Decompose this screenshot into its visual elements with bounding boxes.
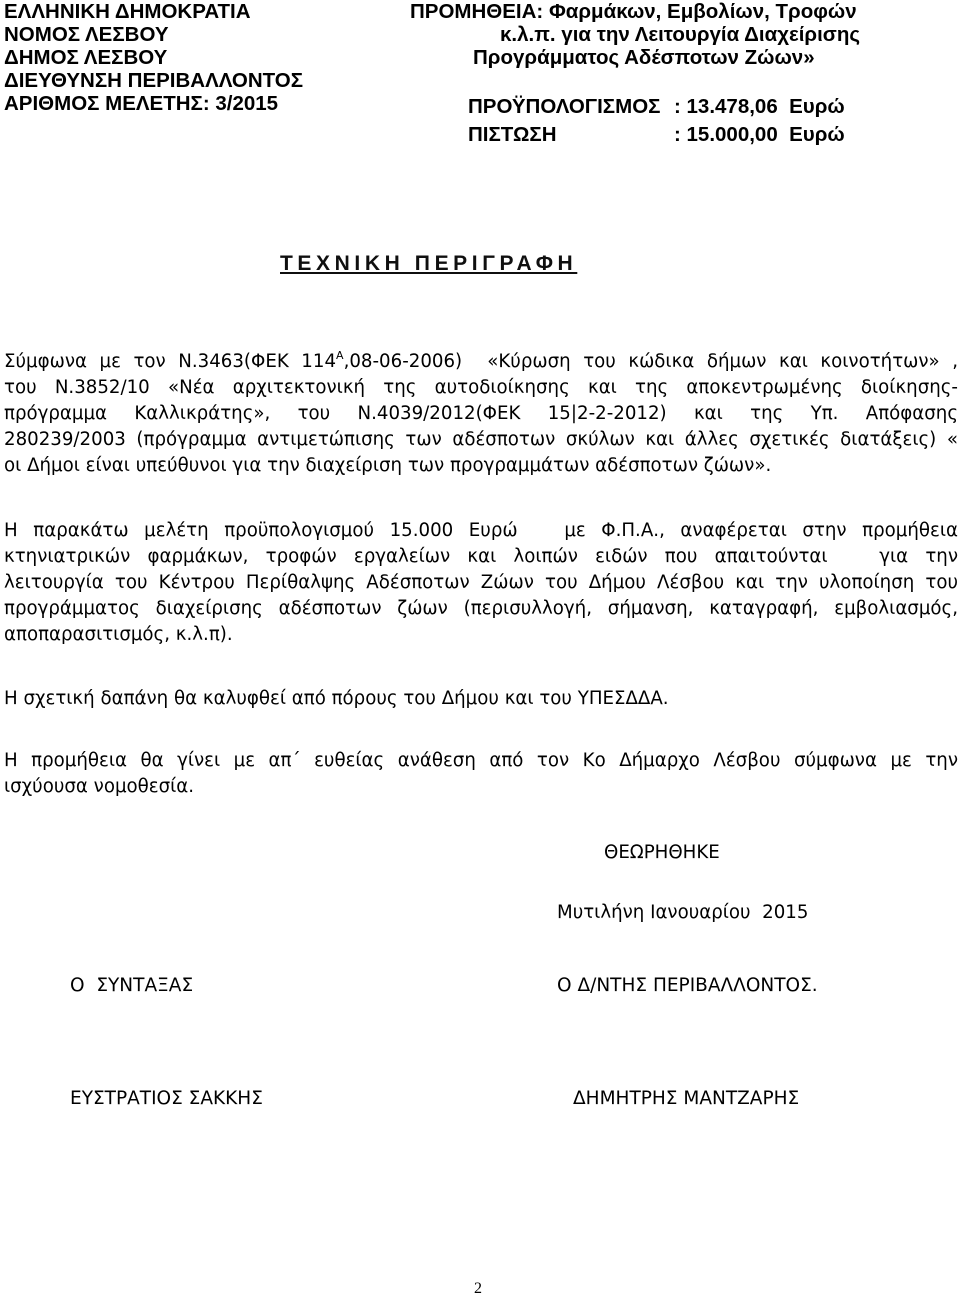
header-prefecture: ΝΟΜΟΣ ΛΕΣΒΟΥ (4, 23, 169, 46)
page-number: 2 (474, 1280, 482, 1297)
paragraph-line: Σύμφωνα με τον Ν.3463(ΦΕΚ $114^A,08-06-2006$) «Κύρωση του κώδικα δήμων και κοινοτήτων» , (4, 349, 958, 372)
study-description-paragraph (4, 518, 958, 648)
header-municipality: ΔΗΜΟΣ ΛΕΣΒΟΥ (4, 46, 168, 69)
paragraph-line: οι Δήμοι είναι υπεύθυνοι για την διαχείριση των προγραμμάτων αδέσποτων ζώων». (4, 455, 772, 476)
author-role: Ο ΣΥΝΤΑΞΑΣ (70, 975, 194, 996)
paragraph-line: κτηνιατρικών φαρμάκων, τροφών εργαλείων και λοιπών ειδών που απαιτούνται για την (4, 546, 958, 567)
approval-label: ΘΕΩΡΗΘΗΚΕ (604, 842, 720, 863)
paragraph-line: Η προμήθεια θα γίνει με απ΄ ευθείας ανάθεση από τον Κο Δήμαρχο Λέσβου σύμφωνα με την (4, 750, 958, 771)
budget-value: : 13.478,06 Ευρώ (674, 95, 845, 118)
director-role: Ο Δ/ΝΤΗΣ ΠΕΡΙΒΑΛΛΟΝΤΟΣ. (557, 975, 818, 996)
paragraph-line: του Ν.3852/10 «Νέα αρχιτεκτονική της αυτοδιοίκησης και της αποκεντρωμένης διοίκησης- (4, 377, 958, 398)
subject-line-1: ΠΡΟΜΗΘΕΙΑ: Φαρμάκων, Εμβολίων, Τροφών (410, 0, 857, 23)
author-name: ΕΥΣΤΡΑΤΙΟΣ ΣΑΚΚΗΣ (70, 1088, 263, 1109)
header-left-block (4, 0, 303, 115)
superscript: Α (336, 349, 344, 362)
header-study-number: ΑΡΙΘΜΟΣ ΜΕΛΕΤΗΣ: 3/2015 (4, 92, 279, 115)
subject-line-2: κ.λ.π. για την Λειτουργία Διαχείρισης (500, 23, 861, 46)
funding-paragraph: Η σχετική δαπάνη θα καλυφθεί από πόρους του Δήμου και του ΥΠΕΣΔΔΑ. (4, 688, 669, 709)
subject-line-3: Προγράμματος Αδέσποτων Ζώων» (473, 46, 815, 69)
paragraph-line: αποπαρασιτισμός, κ.λ.π). (4, 624, 233, 645)
paragraph-line: 280239/2003 (πρόγραμμα αντιμετώπισης των αδέσποτων σκύλων και άλλες σχετικές διατάξεις) « (4, 429, 958, 450)
paragraph-line: ισχύουσα νομοθεσία. (4, 776, 195, 797)
paragraph-line: λειτουργία του Κέντρου Περίθαλψης Αδέσποτων Ζώων του Δήμου Λέσβου και την υλοποίηση του (4, 572, 958, 593)
paragraph-line: προγράμματος διαχείρισης αδέσποτων ζώων (περισυλλογή, σήμανση, καταγραφή, εμβολιασμός, (4, 598, 958, 619)
header-directorate: ΔΙΕΥΘΥΝΣΗ ΠΕΡΙΒΑΛΛΟΝΤΟΣ (4, 69, 304, 92)
procurement-method-paragraph (4, 748, 958, 800)
paragraph-line: Η παρακάτω μελέτη προϋπολογισμού 15.000 Ευρώ με Φ.Π.Α., αναφέρεται στην προμήθεια (4, 520, 958, 541)
credit-value: : 15.000,00 Ευρώ (674, 123, 845, 146)
paragraph-line: πρόγραμμα Καλλικράτης», του Ν.4039/2012(ΦΕΚ 15|2-2-2012) και της Υπ. Απόφασης (4, 403, 958, 424)
director-name: ΔΗΜΗΤΡΗΣ ΜΑΝΤΖΑΡΗΣ (573, 1088, 800, 1109)
header-country: ΕΛΛΗΝΙΚΗ ΔΗΜΟΚΡΑΤΙΑ (4, 0, 251, 23)
legal-basis-paragraph (4, 349, 958, 479)
credit-label: ΠΙΣΤΩΣΗ (468, 123, 557, 146)
document-title: ΤΕΧΝΙΚΗ ΠΕΡΙΓΡΑΦΗ (280, 252, 578, 275)
place-date: Μυτιλήνη Ιανουαρίου 2015 (557, 902, 809, 923)
budget-label: ΠΡΟΫΠΟΛΟΓΙΣΜΟΣ (468, 95, 661, 118)
